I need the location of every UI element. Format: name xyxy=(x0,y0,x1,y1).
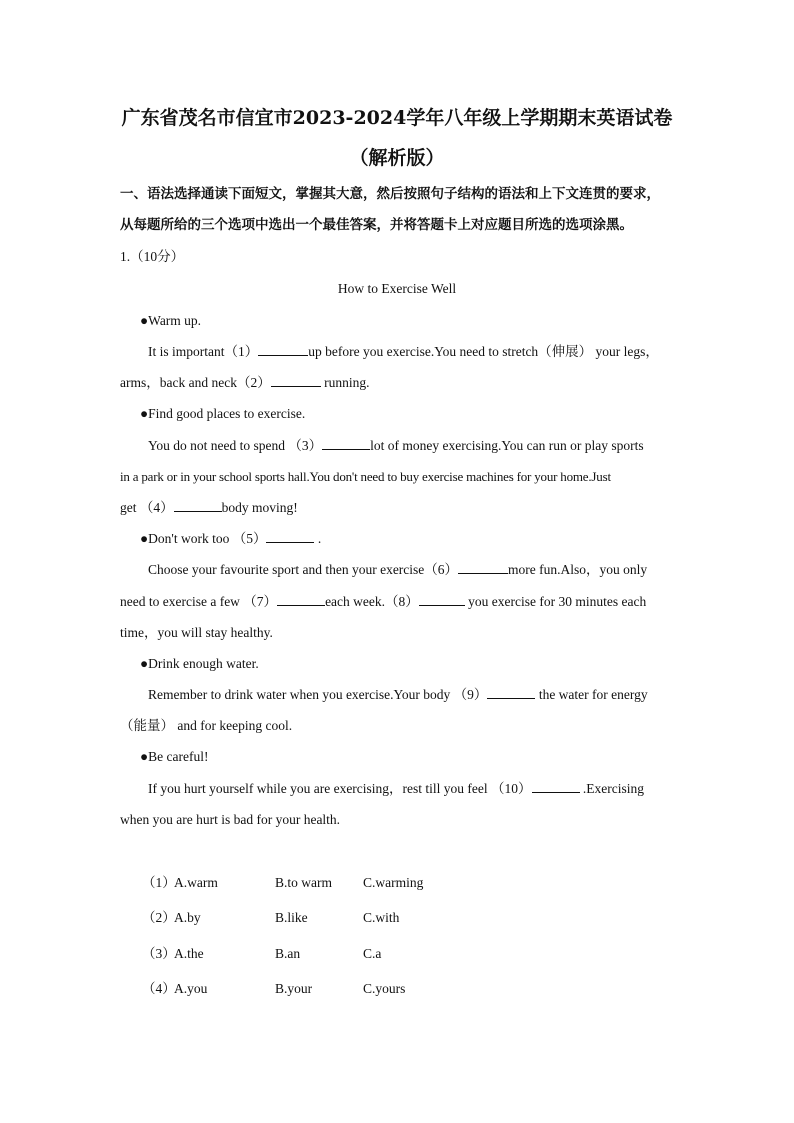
option-row xyxy=(0,908,794,928)
option-number: （1） xyxy=(142,875,176,890)
option-row xyxy=(0,979,794,999)
option-a: A.the xyxy=(174,946,204,961)
passage-line: arms，back and neck（2） running. xyxy=(120,375,370,390)
page-title: 广东省茂名市信宜市2023-2024学年八年级上学期期末英语试卷 xyxy=(121,107,673,129)
heading-warm-up: ●Warm up. xyxy=(140,313,202,328)
option-a: A.you xyxy=(174,981,208,996)
option-c: C.with xyxy=(363,910,400,925)
option-c: C.warming xyxy=(363,875,424,890)
section-instruction-line-2: 从每题所给的三个选项中选出一个最佳答案，并将答题卡上对应题目所选的选项涂黑。 xyxy=(120,217,633,233)
heading-be-careful: ●Be careful! xyxy=(140,749,209,764)
page-subtitle: （解析版） xyxy=(349,147,445,169)
passage-line: Remember to drink water when you exercise.Your body （9） the water for energy xyxy=(148,687,648,702)
blank-10 xyxy=(532,779,580,793)
passage-line: （能量） and for keeping cool. xyxy=(120,718,293,733)
blank-2 xyxy=(271,373,321,387)
option-c: C.a xyxy=(363,946,382,961)
blank-4 xyxy=(174,498,222,512)
passage-line: Choose your favourite sport and then your exercise（6） more fun.Also，you only xyxy=(148,562,648,577)
question-label: 1.（10分） xyxy=(120,249,185,264)
option-number: （4） xyxy=(142,981,176,996)
option-number: （3） xyxy=(142,946,176,961)
option-number: （2） xyxy=(142,910,176,925)
blank-9 xyxy=(487,685,535,699)
passage-line: It is important（1） up before you exercise.You need to stretch（伸展） your legs， xyxy=(148,344,659,359)
passage-line: get （4） body moving! xyxy=(120,500,298,515)
option-a: A.by xyxy=(174,910,201,925)
option-b: B.to warm xyxy=(275,875,332,890)
heading-drink-water: ●Drink enough water. xyxy=(140,656,259,671)
blank-7 xyxy=(277,592,325,606)
passage-line: when you are hurt is bad for your health. xyxy=(120,812,341,827)
blank-6 xyxy=(458,560,508,574)
heading-find-places: ●Find good places to exercise. xyxy=(140,406,306,421)
section-instruction-line-1: 一、语法选择通读下面短文，掌握其大意，然后按照句子结构的语法和上下文连贯的要求， xyxy=(120,186,660,202)
option-row xyxy=(0,873,794,893)
passage-line: You do not need to spend （3） lot of money exercising.You can run or play sports xyxy=(148,438,644,453)
passage-line: time，you will stay healthy. xyxy=(120,625,273,640)
blank-8 xyxy=(419,592,465,606)
option-b: B.an xyxy=(275,946,301,961)
option-c: C.yours xyxy=(363,981,406,996)
blank-5 xyxy=(266,529,314,543)
passage-line: in a park or in your school sports hall.You don't need to buy exercise machines for your home.Just xyxy=(120,469,611,484)
heading-dont-work: ●Don't work too （5） . xyxy=(140,531,322,546)
passage-line: If you hurt yourself while you are exercising，rest till you feel （10） .Exercising xyxy=(148,781,645,796)
passage-title: How to Exercise Well xyxy=(337,281,457,296)
option-a: A.warm xyxy=(174,875,218,890)
option-row xyxy=(0,944,794,964)
blank-3 xyxy=(322,436,370,450)
passage-line: need to exercise a few （7） each week.（8） you exercise for 30 minutes each xyxy=(120,594,647,609)
option-b: B.like xyxy=(275,910,308,925)
blank-1 xyxy=(258,342,308,356)
option-b: B.your xyxy=(275,981,313,996)
